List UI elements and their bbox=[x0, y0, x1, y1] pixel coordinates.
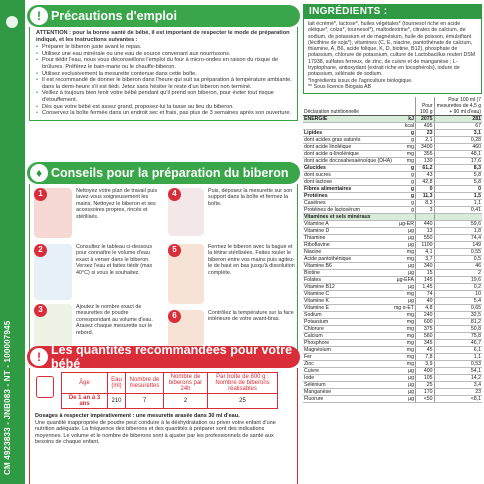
table-cell: <8,1 bbox=[434, 396, 482, 403]
table-cell: 8,3 bbox=[415, 200, 434, 207]
step-text: Fermez le biberon avec la bague et la tétine stérilisées. Faites rouler le biberon entre vos mains puis agitez-le de haut en bas jusqu'à dissolution complète. bbox=[208, 244, 295, 276]
right-column bbox=[303, 4, 482, 482]
table-cell: Protéines de lactosérum bbox=[303, 207, 393, 214]
table-row bbox=[303, 277, 482, 284]
table-cell bbox=[434, 214, 482, 221]
table-row bbox=[303, 340, 482, 347]
table-cell: 145 bbox=[415, 277, 434, 284]
table-row bbox=[303, 144, 482, 151]
precautions-section bbox=[27, 5, 300, 121]
nutrition-header: Pour 100 ml (7 mesurettes de 4,5 g + 90 ml d'eau) bbox=[434, 97, 482, 116]
table-cell: dont sucres bbox=[303, 172, 393, 179]
table-cell: 345 bbox=[415, 340, 434, 347]
table-cell: Vitamine B12 bbox=[303, 284, 393, 291]
precautions-title: Précautions d'emploi bbox=[51, 9, 177, 23]
step-number: 2 bbox=[34, 244, 47, 257]
left-column bbox=[27, 0, 300, 484]
product-code: CM 4923833 - JNB083 - NT - 100007945 bbox=[3, 320, 12, 475]
table-cell: 14,2 bbox=[434, 375, 482, 382]
table-cell: 67 bbox=[434, 123, 482, 130]
table-row bbox=[303, 123, 482, 130]
step-3 bbox=[34, 304, 164, 336]
table-cell: 1,1 bbox=[434, 354, 482, 361]
table-cell: Vitamine B6 bbox=[303, 263, 393, 270]
table-header-row bbox=[62, 373, 278, 394]
table-cell: µg-EFA bbox=[393, 277, 416, 284]
table-cell: dont lactose bbox=[303, 179, 393, 186]
table-cell: 1,1 bbox=[434, 200, 482, 207]
table-cell: 4,8 bbox=[415, 305, 434, 312]
warning-icon: ! bbox=[30, 7, 48, 25]
quantites-notes bbox=[35, 413, 292, 446]
table-cell: g bbox=[393, 186, 416, 193]
table-cell: Chlorure bbox=[303, 326, 393, 333]
table-row bbox=[303, 284, 482, 291]
table-cell: Acide pantothénique bbox=[303, 256, 393, 263]
table-row bbox=[62, 394, 278, 409]
table-cell: 7 bbox=[126, 394, 164, 409]
table-cell: Manganèse bbox=[303, 389, 393, 396]
table-cell: 74,4 bbox=[434, 235, 482, 242]
table-cell: mg bbox=[393, 319, 416, 326]
table-cell: Iode bbox=[303, 375, 393, 382]
table-cell: Vitamines et sels minéraux bbox=[303, 214, 393, 221]
brand-mark-icon bbox=[6, 16, 18, 28]
nutrition-header-row bbox=[303, 97, 482, 116]
table-cell: 281 bbox=[434, 116, 482, 123]
table-header: Par boîte de 800 g : Nombre de biberons réalisables bbox=[208, 373, 278, 394]
table-row bbox=[303, 137, 482, 144]
table-row bbox=[303, 270, 482, 277]
table-cell: 19,6 bbox=[434, 277, 482, 284]
table-cell: µg bbox=[393, 389, 416, 396]
nutrition-table bbox=[303, 97, 482, 403]
table-row bbox=[303, 263, 482, 270]
table-cell: mg bbox=[393, 340, 416, 347]
table-cell: 2 bbox=[434, 270, 482, 277]
table-row bbox=[303, 375, 482, 382]
table-cell: mg bbox=[393, 144, 416, 151]
step-number: 3 bbox=[34, 304, 47, 317]
table-cell: Potassium bbox=[303, 319, 393, 326]
table-cell: 2075 bbox=[415, 116, 434, 123]
table-cell: 0,28 bbox=[434, 137, 482, 144]
table-cell: 74 bbox=[415, 291, 434, 298]
warning-icon: ! bbox=[30, 348, 48, 366]
table-row bbox=[303, 193, 482, 200]
step-text: Contrôlez la température sur la face intérieure de votre avant-bras. bbox=[208, 310, 294, 323]
table-cell: Lipides bbox=[303, 130, 393, 137]
step-5 bbox=[168, 244, 296, 276]
table-row bbox=[303, 298, 482, 305]
table-row bbox=[303, 354, 482, 361]
table-cell: 15 bbox=[415, 270, 434, 277]
table-cell: mg bbox=[393, 256, 416, 263]
conseils-section bbox=[27, 162, 300, 364]
table-row bbox=[303, 214, 482, 221]
table-cell: 23 bbox=[434, 389, 482, 396]
table-row bbox=[303, 116, 482, 123]
table-cell: Vitamine D bbox=[303, 228, 393, 235]
table-cell: Thiamine bbox=[303, 235, 393, 242]
conseils-header bbox=[27, 162, 300, 184]
precautions-intro: ATTENTION : pour la bonne santé de bébé, il est important de respecter le mode de préparation indiqué, et les instructions suivantes : bbox=[36, 30, 290, 43]
table-cell: 61,2 bbox=[415, 165, 434, 172]
table-cell: 130 bbox=[415, 158, 434, 165]
table-cell: g bbox=[393, 130, 416, 137]
table-cell: 8,3 bbox=[434, 165, 482, 172]
table-cell: 400 bbox=[415, 368, 434, 375]
table-cell: 600 bbox=[415, 319, 434, 326]
step-text: Puis, déposez la mesurette sur son support dans la boîte et fermez la boîte. bbox=[208, 188, 293, 207]
step-number: 6 bbox=[168, 310, 181, 323]
table-cell: 25 bbox=[415, 382, 434, 389]
table-cell: kJ bbox=[393, 116, 416, 123]
table-cell: 5,4 bbox=[434, 298, 482, 305]
table-row bbox=[303, 312, 482, 319]
table-cell: 210 bbox=[108, 394, 126, 409]
table-cell: Niacine bbox=[303, 249, 393, 256]
table-row bbox=[303, 396, 482, 403]
table-cell: g bbox=[393, 193, 416, 200]
table-cell: Phosphore bbox=[303, 340, 393, 347]
table-cell: µg bbox=[393, 375, 416, 382]
step-text: Nettoyez votre plan de travail puis lavez-vous soigneusement les mains. Nettoyez le biberon et ses accessoires propres, rincés et stérilisés. bbox=[76, 188, 158, 220]
table-cell: 10 bbox=[434, 291, 482, 298]
table-cell: Folates bbox=[303, 277, 393, 284]
table-cell: Sodium bbox=[303, 312, 393, 319]
table-cell: µg-ER bbox=[393, 221, 416, 228]
table-row bbox=[303, 291, 482, 298]
table-cell: Riboflavine bbox=[303, 242, 393, 249]
table-cell: 23 bbox=[415, 130, 434, 137]
license-note: ** Sous licence Biogaia AB bbox=[308, 83, 372, 90]
table-cell: Zinc bbox=[303, 361, 393, 368]
table-cell: 3,1 bbox=[434, 130, 482, 137]
table-cell: 0 bbox=[434, 186, 482, 193]
table-cell: µg bbox=[393, 284, 416, 291]
conseils-body bbox=[29, 184, 298, 364]
table-cell: Vitamine C bbox=[303, 291, 393, 298]
step-1 bbox=[34, 188, 164, 220]
table-cell: 3,7 bbox=[415, 256, 434, 263]
table-cell: µg bbox=[393, 228, 416, 235]
table-cell: g bbox=[393, 165, 416, 172]
precaution-item: • Préparer le biberon juste avant le repas. bbox=[36, 44, 292, 51]
table-cell: 0,41 bbox=[434, 207, 482, 214]
table-cell: 460 bbox=[434, 144, 482, 151]
table-header: Âge bbox=[62, 373, 108, 394]
table-cell: mg α-ET bbox=[393, 305, 414, 312]
table-cell: 1,5 bbox=[434, 193, 482, 200]
precaution-item: • Utilisez exclusivement la mesurette contenue dans cette boîte. bbox=[36, 71, 292, 78]
table-cell: dont acide docosahexaénoïque (DHA) bbox=[304, 158, 392, 165]
table-row bbox=[303, 165, 482, 172]
table-cell: 50,8 bbox=[434, 326, 482, 333]
table-cell: g bbox=[393, 200, 416, 207]
table-cell: dont acide linoléique bbox=[303, 144, 393, 151]
table-row bbox=[303, 347, 482, 354]
table-row bbox=[303, 256, 482, 263]
table-cell: ÉNERGIE bbox=[303, 116, 393, 123]
table-cell bbox=[303, 123, 393, 130]
table-row bbox=[303, 186, 482, 193]
table-row bbox=[303, 333, 482, 340]
table-cell: 59,6 bbox=[434, 221, 482, 228]
table-cell: Sélénium bbox=[303, 382, 393, 389]
step-number: 5 bbox=[168, 244, 181, 257]
table-cell: mg bbox=[393, 158, 416, 165]
table-cell: 5,8 bbox=[434, 179, 482, 186]
table-row bbox=[303, 179, 482, 186]
table-cell: Calcium bbox=[303, 333, 393, 340]
nutrition-header: Déclaration nutritionnelle bbox=[303, 97, 415, 116]
table-cell: dont acides gras saturés bbox=[303, 137, 393, 144]
table-cell: 3400 bbox=[415, 144, 434, 151]
table-cell: 0,2 bbox=[434, 284, 482, 291]
ingredients-title: INGRÉDIENTS : bbox=[303, 4, 482, 19]
table-cell: mg bbox=[393, 151, 416, 158]
table-cell: Fibres alimentaires bbox=[303, 186, 393, 193]
table-cell: 32,5 bbox=[434, 312, 482, 319]
table-cell: dont acide α-linolénique bbox=[303, 151, 393, 158]
table-cell: 54,1 bbox=[434, 368, 482, 375]
table-cell: 0 bbox=[415, 186, 434, 193]
step-4 bbox=[168, 188, 296, 207]
table-cell: Magnésium bbox=[303, 347, 393, 354]
table-cell: 6,1 bbox=[434, 347, 482, 354]
table-cell: 3,4 bbox=[434, 382, 482, 389]
table-row bbox=[303, 382, 482, 389]
table-row bbox=[303, 368, 482, 375]
table-row bbox=[303, 242, 482, 249]
table-cell: Cuivre bbox=[303, 368, 393, 375]
table-cell: <50 bbox=[415, 396, 434, 403]
step-text: Consultez le tableau ci-dessous pour connaître le volume d'eau exact à verser dans le biberon. Versez l'eau et faites tiédir (max 40°C) si vous le souhaitez. bbox=[76, 244, 153, 276]
precautions-header bbox=[27, 5, 300, 27]
step-number: 4 bbox=[168, 188, 181, 201]
ingredients-body bbox=[303, 19, 482, 94]
table-cell: Glucides bbox=[303, 165, 393, 172]
table-row bbox=[303, 207, 482, 214]
quantites-section bbox=[27, 343, 300, 484]
table-cell: 81,2 bbox=[434, 319, 482, 326]
table-cell: 2,1 bbox=[415, 137, 434, 144]
table-cell: µg bbox=[393, 263, 416, 270]
table-cell: 0,5 bbox=[434, 256, 482, 263]
step-6 bbox=[168, 310, 296, 323]
table-cell: 11,3 bbox=[415, 193, 434, 200]
table-cell: 240 bbox=[415, 312, 434, 319]
table-row bbox=[303, 200, 482, 207]
table-row bbox=[303, 151, 482, 158]
precaution-item: • Utilisez une eau minérale ou une eau de source convenant aux nourrissons. bbox=[36, 51, 292, 58]
table-cell: 355 bbox=[415, 151, 434, 158]
table-row bbox=[303, 249, 482, 256]
precautions-body bbox=[29, 27, 298, 121]
table-row bbox=[303, 130, 482, 137]
table-cell: 3 bbox=[415, 207, 434, 214]
quantites-table bbox=[61, 372, 278, 409]
table-cell: 560 bbox=[415, 333, 434, 340]
table-cell: 48,1 bbox=[434, 151, 482, 158]
table-cell: 1100 bbox=[415, 242, 434, 249]
table-row bbox=[303, 172, 482, 179]
table-cell: 4,1 bbox=[415, 249, 434, 256]
table-cell: 340 bbox=[415, 263, 434, 270]
precautions-list bbox=[36, 44, 292, 117]
table-cell: Vitamine K bbox=[303, 298, 393, 305]
table-cell: Protéines bbox=[303, 193, 393, 200]
table-cell: 45 bbox=[415, 347, 434, 354]
bottle-icon: ♦ bbox=[30, 164, 48, 182]
table-cell: mg bbox=[393, 333, 416, 340]
table-cell bbox=[393, 214, 416, 221]
table-row bbox=[303, 228, 482, 235]
step-number: 1 bbox=[34, 188, 47, 201]
table-cell: mg bbox=[393, 354, 416, 361]
table-cell: 1,8 bbox=[434, 228, 482, 235]
table-cell: g bbox=[393, 172, 416, 179]
table-cell: kcal bbox=[393, 123, 416, 130]
table-cell: 43 bbox=[415, 172, 434, 179]
table-cell: Vitamine A bbox=[303, 221, 393, 228]
table-cell: 46,7 bbox=[434, 340, 482, 347]
table-cell: mg bbox=[393, 326, 416, 333]
table-cell: g bbox=[393, 207, 416, 214]
table-row bbox=[303, 235, 482, 242]
precaution-item: • Veillez à toujours bien tenir votre bébé pendant qu'il prend son biberon, pour éviter tout risque d'étouffement. bbox=[36, 90, 292, 103]
table-cell: Biotine bbox=[303, 270, 393, 277]
quantites-title: Les quantités recommandées pour votre bébé bbox=[51, 343, 293, 371]
precaution-item: • Conservez la boîte fermée dans un endroit sec et frais, pas plus de 3 semaines après son ouverture. bbox=[36, 110, 292, 117]
table-cell: µg bbox=[393, 235, 416, 242]
table-cell: 46 bbox=[434, 263, 482, 270]
table-cell: µg bbox=[393, 298, 416, 305]
table-row bbox=[303, 326, 482, 333]
table-cell: Fluorure bbox=[303, 396, 393, 403]
quantites-header bbox=[27, 343, 300, 371]
table-cell: 495 bbox=[415, 123, 434, 130]
left-green-strip bbox=[0, 0, 25, 484]
table-cell: 5,8 bbox=[434, 172, 482, 179]
table-row bbox=[303, 389, 482, 396]
table-row bbox=[303, 221, 482, 228]
table-cell: 40 bbox=[415, 298, 434, 305]
precaution-item: • Dès que votre bébé est assez grand, proposez-lui la tasse au lieu du biberon. bbox=[36, 104, 292, 111]
table-cell: 149 bbox=[434, 242, 482, 249]
warning-note: Une quantité inappropriée de poudre peut conduire à la déshydratation ou priver votre enfant d'une nutrition adéquate. La fréquence des biberons et des quantités à préparer sont des indications moyennes. Le volume et le nombre de biberons sont à ajuster par les professionnels de santé aux besoins de chaque enfant. bbox=[35, 419, 276, 445]
table-cell: 170 bbox=[415, 389, 434, 396]
table-cell: mg bbox=[393, 312, 416, 319]
table-header: Eau (ml) bbox=[108, 373, 126, 394]
table-cell: mg bbox=[393, 347, 416, 354]
table-cell: mg bbox=[393, 249, 416, 256]
table-cell: µg bbox=[393, 242, 416, 249]
nutrition-table-body bbox=[303, 97, 482, 403]
table-cell: mg bbox=[393, 291, 416, 298]
ingredients-text: lait écrémé*, lactose*, huiles végétales* (tournesol riche en acide oléique*, colza*, tournesol*), maltodextrine*, citrates de calcium, de sodium, de potassium et de magnésium, huile de poisson, émulsifiant (lécithine de soja*), vitamines (C, E, niacine, pantothénate de calcium, thiamine, A, B6, acide folique, K, D, biotine, B12), phosphate de potassium, chlorure de potassium, culture de Lactobacillus reuteri DSM 17938, sulfates ferreux, de zinc, de cuivre et de manganèse ; L-tryptophane, antioxydant (extrait riche en tocophérols), iodure de potassium, sélénate de sodium. bbox=[308, 21, 476, 78]
step-2 bbox=[34, 244, 164, 276]
organic-note: *Ingrédients issus de l'agriculture biologique. bbox=[308, 77, 413, 84]
table-row bbox=[303, 361, 482, 368]
precaution-item: • Pour tiédir l'eau, nous vous déconseillons l'emploi du four à micro-ondes en raison du risque de brûlures. Préférez le bain-marie ou le chauffe-biberon. bbox=[36, 57, 292, 70]
table-cell: µg bbox=[393, 270, 416, 277]
table-cell: 1,45 bbox=[415, 284, 434, 291]
step-text: Ajoutez le nombre exact de mesurettes de poudre correspondant au volume d'eau. Arasez chaque mesurette sur le rebord. bbox=[76, 304, 153, 336]
table-cell: Vitamine E bbox=[303, 305, 393, 312]
table-header: Nombre de biberons par 24h bbox=[164, 373, 208, 394]
table-cell: mg bbox=[393, 361, 416, 368]
dosage-note: Dosages à respecter impérativement : une mesurette arasée dans 30 ml d'eau. bbox=[35, 413, 240, 419]
table-cell: Caséines bbox=[303, 200, 393, 207]
table-cell: 105 bbox=[415, 375, 434, 382]
table-row bbox=[303, 158, 482, 165]
table-cell: 2 bbox=[164, 394, 208, 409]
table-cell: g bbox=[393, 179, 416, 186]
table-cell: µg bbox=[393, 396, 416, 403]
table-cell: De 1 an à 3 ans bbox=[62, 394, 108, 409]
table-cell: Fer bbox=[303, 354, 393, 361]
feeding-table-icon bbox=[36, 376, 54, 398]
table-cell: 0,53 bbox=[434, 361, 482, 368]
table-cell: 17,6 bbox=[434, 158, 482, 165]
table-cell: 375 bbox=[415, 326, 434, 333]
table-cell: 13 bbox=[415, 228, 434, 235]
table-cell: 0,65 bbox=[434, 305, 482, 312]
nutrition-header: Pour 100 g bbox=[415, 97, 434, 116]
table-cell: g bbox=[393, 137, 416, 144]
table-row bbox=[303, 305, 482, 312]
table-cell bbox=[415, 214, 434, 221]
table-row bbox=[303, 319, 482, 326]
conseils-title: Conseils pour la préparation du biberon bbox=[51, 166, 289, 180]
table-cell: 550 bbox=[415, 235, 434, 242]
table-cell: 75,8 bbox=[434, 333, 482, 340]
table-cell: 0,55 bbox=[434, 249, 482, 256]
table-cell: 3,9 bbox=[415, 361, 434, 368]
table-header: Nombre de mesurettes bbox=[126, 373, 164, 394]
table-cell: µg bbox=[393, 368, 416, 375]
table-cell: µg bbox=[393, 382, 416, 389]
table-cell: 7,8 bbox=[415, 354, 434, 361]
table-cell: 25 bbox=[208, 394, 278, 409]
precaution-item: • Il est recommandé de donner le biberon dans l'heure qui suit sa préparation à température ambiante, dans la demi-heure s'il est tiédi. Jetez sans hésiter le reste d'un biberon non terminé. bbox=[36, 77, 292, 90]
quantites-body bbox=[29, 368, 298, 484]
table-cell: 440 bbox=[415, 221, 434, 228]
table-cell: 42,8 bbox=[415, 179, 434, 186]
